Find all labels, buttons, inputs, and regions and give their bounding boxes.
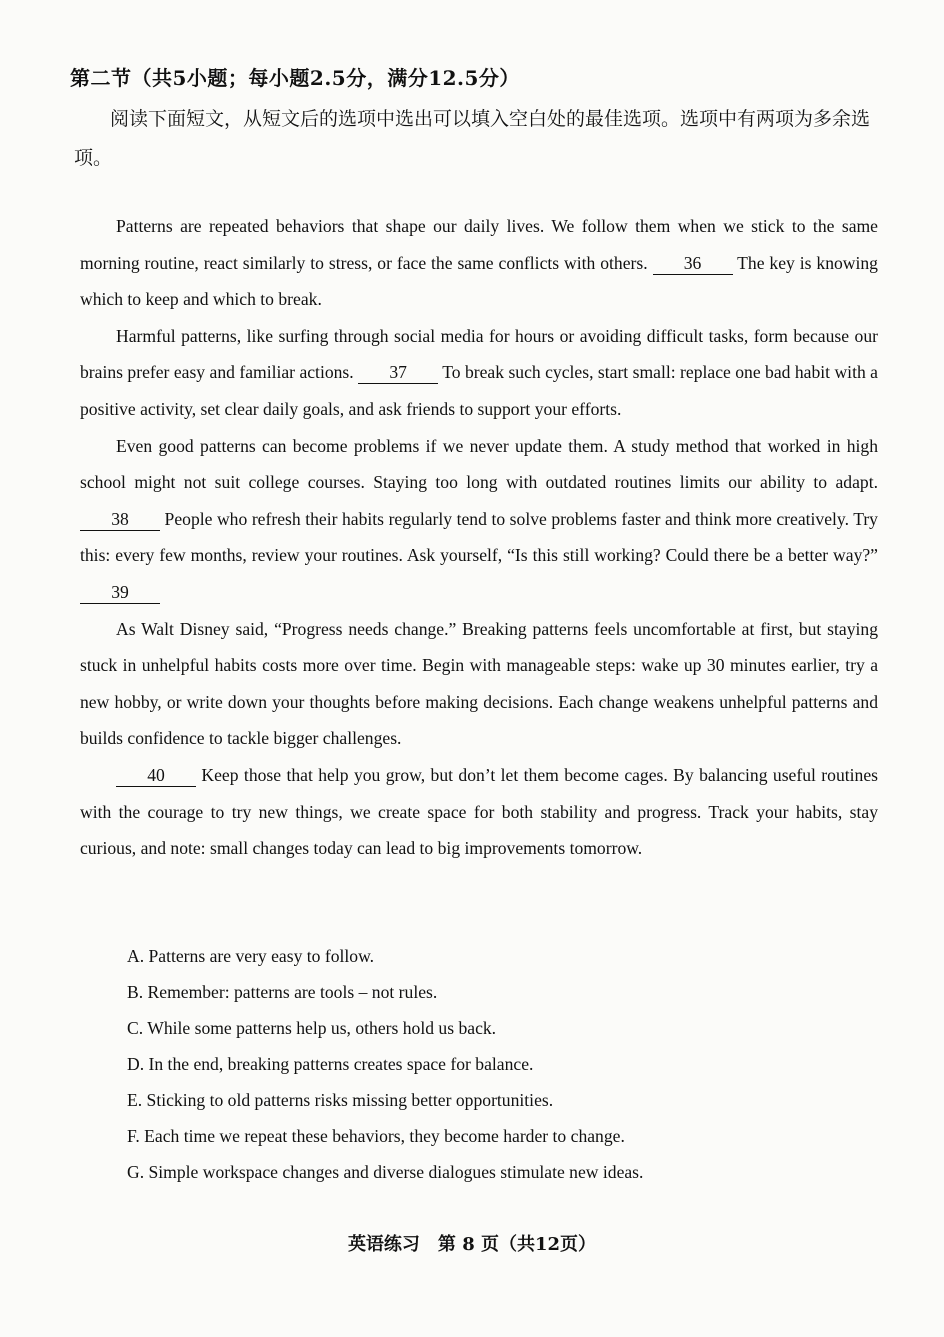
paragraph-4: As Walt Disney said, “Progress needs change.” Breaking patterns feels uncomfortable at first, but staying stuck in unhelpful habits costs more over time. Begin with manageable steps: wake up 30 minutes earlier, try a new hobby, or write down your thoughts before making decisions. Each change weakens unhelpful patterns and builds confidence to tackle bigger challenges. <box>80 618 878 749</box>
blank-40[interactable]: 40 <box>116 764 196 787</box>
paragraph-1: Patterns are repeated behaviors that shape our daily lives. We follow them when we stick to the same morning routine, react similarly to stress, or face the same conflicts with others. 36 The key is knowing which to keep and which to break. <box>80 216 878 310</box>
paragraph-5: 40 Keep those that help you grow, but don’t let them become cages. By balancing useful routines with the courage to try new things, we create space for both stability and progress. Track your habits, stay curious, and note: small changes today can lead to big improvements tomorrow. <box>80 764 878 859</box>
option-d: D. In the end, breaking patterns creates space for balance. <box>127 1054 534 1074</box>
option-c: C. While some patterns help us, others hold us back. <box>127 1018 497 1038</box>
option-f: F. Each time we repeat these behaviors, they become harder to change. <box>127 1126 625 1146</box>
reading-passage <box>80 208 878 867</box>
option-b: B. Remember: patterns are tools – not rules. <box>127 982 438 1002</box>
blank-37[interactable]: 37 <box>358 361 438 384</box>
instructions: 阅读下面短文，从短文后的选项中选出可以填入空白处的最佳选项。选项中有两项为多余选项。 <box>74 108 871 169</box>
paragraph-3: Even good patterns can become problems if we never update them. A study method that worked in high school might not suit college courses. Staying too long with outdated routines limits our ability to adapt. 38 People who refresh their habits regularly tend to solve problems faster and think more creatively. Try this: every few months, review your routines. Ask yourself, “Is this still working? Could there be a better way?”39 <box>80 435 878 602</box>
paragraph-2: Harmful patterns, like surfing through social media for hours or avoiding difficult tasks, form because our brains prefer easy and familiar actions. 37 To break such cycles, start small: replace one bad habit with a positive activity, set clear daily goals, and ask friends to support your efforts. <box>80 325 878 419</box>
blank-36[interactable]: 36 <box>653 252 733 275</box>
page-footer: 英语练习 第 8 页（共12页） <box>347 1234 597 1255</box>
option-e: E. Sticking to old patterns risks missing better opportunities. <box>127 1090 554 1110</box>
section-header: 第二节（共5小题；每小题2.5分，满分12.5分） <box>70 66 520 90</box>
option-g: G. Simple workspace changes and diverse dialogues stimulate new ideas. <box>127 1162 644 1182</box>
option-a: A. Patterns are very easy to follow. <box>127 946 375 966</box>
blank-39[interactable]: 39 <box>80 581 160 604</box>
blank-38[interactable]: 38 <box>80 508 160 531</box>
answer-options <box>127 938 643 1190</box>
